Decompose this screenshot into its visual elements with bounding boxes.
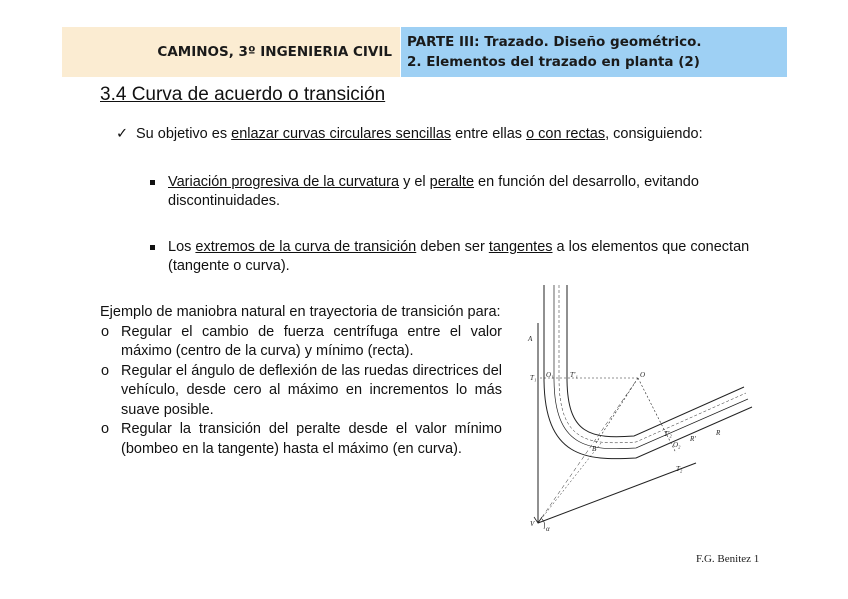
- objective-underline-2: o con rectas: [526, 126, 606, 142]
- circle-bullet-icon: o: [101, 362, 110, 379]
- bullet-underline: Variación progresiva de la curvatura: [168, 174, 400, 190]
- objective-line: [116, 125, 816, 144]
- bullet-underline: peralte: [429, 174, 475, 190]
- bullet-item-curvature: [150, 173, 790, 211]
- bullet-span: deben ser: [416, 239, 489, 255]
- header-section: 2. Elementos del trazado en planta (2): [407, 54, 700, 70]
- square-bullet-icon: [150, 180, 155, 185]
- list-item: [100, 362, 502, 421]
- header-part: PARTE III: Trazado. Diseño geométrico.: [407, 34, 702, 50]
- label-alpha: α: [546, 525, 550, 533]
- road-curve-inner: [567, 378, 744, 437]
- objective-text-2: entre ellas: [451, 126, 527, 142]
- label-o2: O₂: [673, 441, 681, 449]
- label-b: B: [592, 445, 597, 453]
- example-block: [100, 303, 502, 459]
- slide-title: 3.4 Curva de acuerdo o transición: [100, 84, 386, 105]
- bullet-span: y el: [399, 174, 430, 190]
- list-item: [100, 420, 502, 459]
- bullet-span: en función del desarrollo, evitando discontinuidades.: [168, 174, 699, 209]
- label-t2: T₂: [676, 465, 683, 473]
- circle-bullet-icon: o: [101, 421, 110, 437]
- label-r: R: [716, 429, 721, 437]
- transition-curve-diagram: [526, 283, 766, 535]
- objective-underline-1: enlazar curvas circulares sencillas: [231, 126, 452, 142]
- objective-text-1: Su objetivo es: [136, 126, 232, 142]
- header-course-text: CAMINOS, 3º INGENIERIA CIVIL: [157, 44, 392, 60]
- header-course: [62, 27, 400, 77]
- construction-line: [596, 378, 638, 443]
- bullet-text: [168, 238, 790, 276]
- bullet-text: [168, 173, 790, 211]
- label-tp2: T'₂: [664, 430, 672, 438]
- bullet-item-tangents: [150, 238, 790, 276]
- label-tp1: T'₁: [570, 371, 578, 379]
- construction-line: [638, 378, 676, 453]
- list-item-text: Regular el ángulo de deflexión de las ruedas directrices del vehículo, desde cero al máximo en incrementos lo más suave posible.: [121, 362, 502, 418]
- page-number: 1: [753, 553, 760, 565]
- list-item-text: Regular la transición del peralte desde el valor mínimo (bombeo en la tangente) hasta el máximo (en curva).: [121, 421, 502, 457]
- circle-bullet-icon: o: [101, 323, 110, 340]
- bullet-span: Los: [168, 239, 196, 255]
- bullet-span: a los elementos que conectan (tangente o curva).: [168, 239, 750, 274]
- label-t1: T₁: [530, 374, 537, 382]
- label-a: A: [528, 335, 533, 343]
- construction-line: [538, 378, 638, 523]
- list-item: [100, 323, 502, 362]
- bullet-underline: extremos de la curva de transición: [195, 239, 417, 255]
- label-o1: O₁: [546, 371, 554, 379]
- road-curve-mid: [554, 378, 748, 449]
- example-intro: Ejemplo de maniobra natural en trayectoria de transición para:: [100, 304, 501, 320]
- label-v: V: [530, 520, 535, 528]
- footer: [696, 553, 759, 565]
- tangent-line-diagonal: [538, 463, 696, 523]
- header-topic: [401, 27, 787, 77]
- label-o: O: [640, 371, 646, 379]
- list-item-text: Regular el cambio de fuerza centrífuga entre el valor máximo (centro de la curva) y mínimo (recta).: [121, 323, 502, 359]
- bullet-underline: tangentes: [488, 239, 553, 255]
- checkmark-icon: ✓: [116, 126, 129, 142]
- label-rp: R': [690, 435, 696, 443]
- objective-text-3: , consiguiendo:: [605, 126, 703, 142]
- square-bullet-icon: [150, 245, 155, 250]
- footer-author: F.G. Benitez: [696, 553, 752, 565]
